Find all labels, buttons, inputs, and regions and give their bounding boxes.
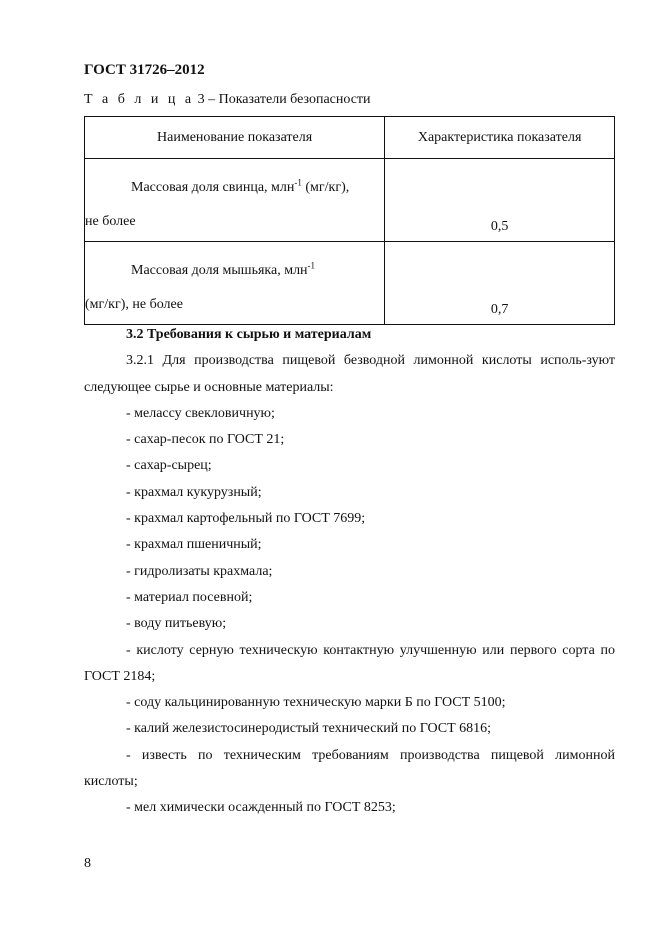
table-row — [85, 159, 615, 242]
table-cell-value: 0,5 — [385, 159, 615, 242]
list-item: - крахмал пшеничный; — [126, 537, 262, 553]
list-item: - сахар-сырец; — [126, 458, 212, 474]
indicator-unit-exponent: -1 — [294, 177, 302, 188]
indicator-name-line2: не более — [85, 214, 136, 229]
list-item: - гидролизаты крахмала; — [126, 563, 273, 579]
indicator-name-tail: (мг/кг), — [301, 180, 350, 195]
table-row — [85, 242, 615, 325]
list-item: - мел химически осажденный по ГОСТ 8253; — [126, 800, 396, 816]
list-item: - мелассу свекловичную; — [126, 405, 275, 421]
table-header-value: Характеристика показателя — [385, 117, 615, 159]
list-item: - крахмал кукурузный; — [126, 484, 262, 500]
list-item: - крахмал картофельный по ГОСТ 7699; — [126, 511, 366, 527]
list-item: - кислоту серную техническую контактную улучшенную или первого сорта по ГОСТ 2184; — [84, 642, 615, 684]
body-text — [84, 322, 615, 822]
table-cell-value: 0,7 — [385, 242, 615, 325]
indicator-name-line1 — [85, 171, 378, 205]
table-caption-title: 3 – Показатели безопасности — [197, 92, 371, 107]
section-heading: 3.2 Требования к сырью и материалам — [126, 327, 372, 342]
table-cell-name — [85, 242, 385, 325]
indicator-name-line2: (мг/кг), не более — [85, 297, 183, 312]
table-cell-name — [85, 159, 385, 242]
list-item: - воду питьевую; — [126, 616, 227, 632]
table-caption-prefix: Т а б л и ц а — [84, 92, 195, 107]
document-code: ГОСТ 31726–2012 — [84, 62, 205, 78]
list-item: - соду кальцинированную техническую марки Б по ГОСТ 5100; — [126, 695, 506, 711]
list-item: - калий железистосинеродистый технический по ГОСТ 6816; — [126, 721, 492, 737]
indicator-name-text: Массовая доля мышьяка, млн — [131, 263, 308, 278]
table-header-name: Наименование показателя — [85, 117, 385, 159]
page-number: 8 — [84, 856, 91, 871]
table-caption — [84, 92, 371, 108]
intro-paragraph: 3.2.1 Для производства пищевой безводной лимонной кислоты исполь-зуют следующее сырье и основные материалы: — [84, 353, 615, 395]
safety-indicators-table — [84, 116, 615, 325]
indicator-unit-exponent: -1 — [307, 260, 316, 271]
list-item: - сахар-песок по ГОСТ 21; — [126, 432, 285, 448]
indicator-name-text: Массовая доля свинца, млн — [131, 180, 295, 195]
indicator-name-line1 — [85, 254, 378, 288]
table-header-row — [85, 117, 615, 159]
list-item: - известь по техническим требованиям производства пищевой лимонной кислоты; — [84, 747, 615, 790]
list-item: - материал посевной; — [126, 589, 253, 605]
